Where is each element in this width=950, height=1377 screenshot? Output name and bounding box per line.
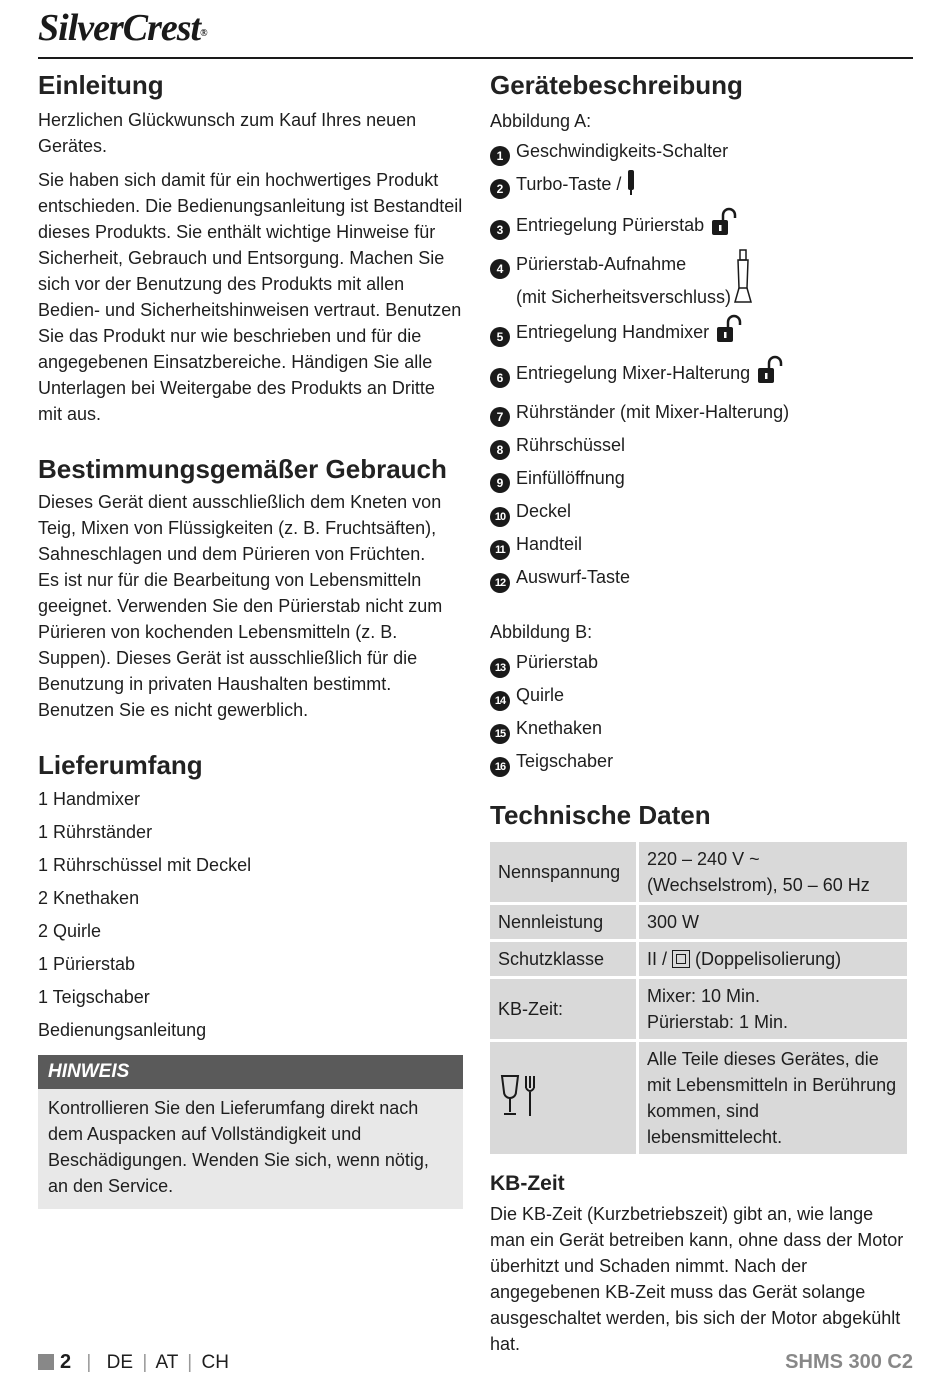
left-column bbox=[38, 68, 463, 1209]
table-cell: Mixer: 10 Min. Pürierstab: 1 Min. bbox=[639, 979, 907, 1039]
table-cell: Alle Teile dieses Gerätes, die mit Lebensmitteln in Berührung kommen, sind lebensmittelecht. bbox=[639, 1042, 907, 1154]
footer: 2 | DE | AT | CH SHMS 300 C2 bbox=[38, 1348, 913, 1377]
list-item: 4 Pürierstab-Aufnahme (mit Sicherheitsverschluss) bbox=[490, 248, 913, 314]
table-cell: KB-Zeit: bbox=[490, 979, 636, 1039]
figure-a-label: Abbildung A: bbox=[490, 111, 592, 131]
food-safe-icon bbox=[498, 1104, 542, 1124]
list-item: 7 Rührständer (mit Mixer-Halterung) bbox=[490, 396, 913, 429]
right-column bbox=[490, 68, 913, 1357]
tech-data-heading: Technische Daten bbox=[490, 800, 711, 830]
intro-paragraph-2: Sie haben sich damit für ein hochwertiges Produkt entschieden. Die Bedienungsanleitung ist Bestandteil dieses Produkts. Sie enthält wichtige Hinweise für Sicherheit, Gebrauch und Entsorgung. Machen Sie sich vor der Benutzung des Produkts mit allen Bedien- und Sicherheitshinweisen vertraut. Benutzen Sie das Produkt nur wie beschrieben und für die angegebenen Einsatzbereiche. Händigen Sie alle Unterlagen bei Weitergabe des Produkts an Dritte mit aus. bbox=[38, 170, 463, 424]
list-item: 15 Knethaken bbox=[490, 712, 913, 745]
list-item: 1 Geschwindigkeits-Schalter bbox=[490, 135, 913, 168]
list-item: 2 Turbo-Taste / bbox=[490, 168, 913, 207]
intended-use-paragraph-1: Dieses Gerät dient ausschließlich dem Kneten von Teig, Mixen von Flüssigkeiten (z. B. Fruchtsäften), Sahneschlagen und dem Pürieren von Früchten. bbox=[38, 492, 442, 564]
unlock-icon bbox=[754, 355, 784, 396]
note-text: Kontrollieren Sie den Lieferumfang direkt nach dem Auspacken auf Vollständigkeit und Beschädigungen. Wenden Sie sich, wenn nötig, an den Service. bbox=[48, 1098, 429, 1196]
table-cell bbox=[490, 1042, 636, 1154]
unlock-icon bbox=[713, 314, 743, 355]
page-number: 2 bbox=[60, 1351, 72, 1373]
table-row bbox=[490, 1042, 907, 1154]
footer-lang-de: DE bbox=[106, 1352, 134, 1373]
footer-lang-at: AT bbox=[155, 1352, 179, 1373]
footer-marker bbox=[38, 1354, 54, 1370]
list-item: 1 Rührständer bbox=[38, 822, 153, 842]
figure-b-label: Abbildung B: bbox=[490, 622, 593, 642]
scope-heading: Lieferumfang bbox=[38, 750, 203, 780]
description-heading: Gerätebeschreibung bbox=[490, 70, 743, 100]
table-cell: II / (Doppelisolierung) bbox=[639, 942, 907, 976]
list-item: 14 Quirle bbox=[490, 679, 913, 712]
model-number: SHMS 300 C2 bbox=[785, 1351, 913, 1373]
intended-use-paragraph-2: Es ist nur für die Bearbeitung von Lebensmitteln geeignet. Verwenden Sie den Pürierstab nicht zum Pürieren von kochenden Lebensmitteln (z. B. Suppen). Dieses Gerät ist ausschließlich für die Benutzung in privaten Haushalten bestimmt. Benutzen Sie es nicht gewerblich. bbox=[38, 570, 443, 720]
brand-logo: SilverCrest® bbox=[38, 7, 207, 49]
table-row bbox=[490, 842, 907, 902]
kb-time-paragraph: Die KB-Zeit (Kurzbetriebszeit) gibt an, wie lange man ein Gerät betreiben kann, ohne dass der Motor überhitzt und Schaden nimmt. Nach der angegebenen KB-Zeit muss das Gerät solange ausgeschaltet werden, bis sich der Motor abgekühlt hat. bbox=[490, 1204, 904, 1354]
intro-paragraph-1: Herzlichen Glückwunsch zum Kauf Ihres neuen Gerätes. bbox=[38, 110, 417, 156]
list-item: 8 Rührschüssel bbox=[490, 429, 913, 462]
turbo-icon bbox=[625, 168, 637, 207]
scope-list bbox=[38, 783, 463, 1047]
list-item: 12 Auswurf-Taste bbox=[490, 561, 913, 594]
tech-data-table bbox=[487, 839, 910, 1157]
list-item: 1 Rührschüssel mit Deckel bbox=[38, 855, 252, 875]
intro-heading: Einleitung bbox=[38, 70, 164, 100]
note-box bbox=[38, 1055, 463, 1209]
header-rule bbox=[38, 57, 913, 59]
list-item: 1 Handmixer bbox=[38, 789, 141, 809]
footer-lang-ch: CH bbox=[201, 1352, 229, 1373]
blender-icon bbox=[733, 248, 753, 317]
figure-a-list bbox=[490, 135, 913, 594]
list-item: 13 Pürierstab bbox=[490, 646, 913, 679]
list-item: 1 Teigschaber bbox=[38, 987, 150, 1007]
kb-time-heading: KB-Zeit bbox=[490, 1172, 565, 1195]
list-item: 2 Quirle bbox=[38, 921, 102, 941]
table-row bbox=[490, 942, 907, 976]
table-cell: Nennleistung bbox=[490, 905, 636, 939]
list-item: 6 Entriegelung Mixer-Halterung bbox=[490, 355, 913, 396]
list-item: 11 Handteil bbox=[490, 528, 913, 561]
intended-use-heading: Bestimmungsgemäßer Gebrauch bbox=[38, 454, 447, 484]
table-cell: 220 – 240 V ~ (Wechselstrom), 50 – 60 Hz bbox=[639, 842, 907, 902]
table-cell: Nennspannung bbox=[490, 842, 636, 902]
double-insulation-icon bbox=[672, 950, 690, 968]
note-heading: HINWEIS bbox=[38, 1055, 463, 1089]
table-cell: 300 W bbox=[639, 905, 907, 939]
list-item: 1 Pürierstab bbox=[38, 954, 136, 974]
unlock-icon bbox=[708, 207, 738, 248]
list-item: 5 Entriegelung Handmixer bbox=[490, 314, 913, 355]
table-row bbox=[490, 979, 907, 1039]
list-item: 9 Einfüllöffnung bbox=[490, 462, 913, 495]
list-item: 10 Deckel bbox=[490, 495, 913, 528]
figure-b-list bbox=[490, 646, 913, 778]
table-cell: Schutzklasse bbox=[490, 942, 636, 976]
table-row bbox=[490, 905, 907, 939]
list-item: 2 Knethaken bbox=[38, 888, 140, 908]
list-item: 3 Entriegelung Pürierstab bbox=[490, 207, 913, 248]
list-item: Bedienungsanleitung bbox=[38, 1020, 207, 1040]
list-item: 16 Teigschaber bbox=[490, 745, 913, 778]
